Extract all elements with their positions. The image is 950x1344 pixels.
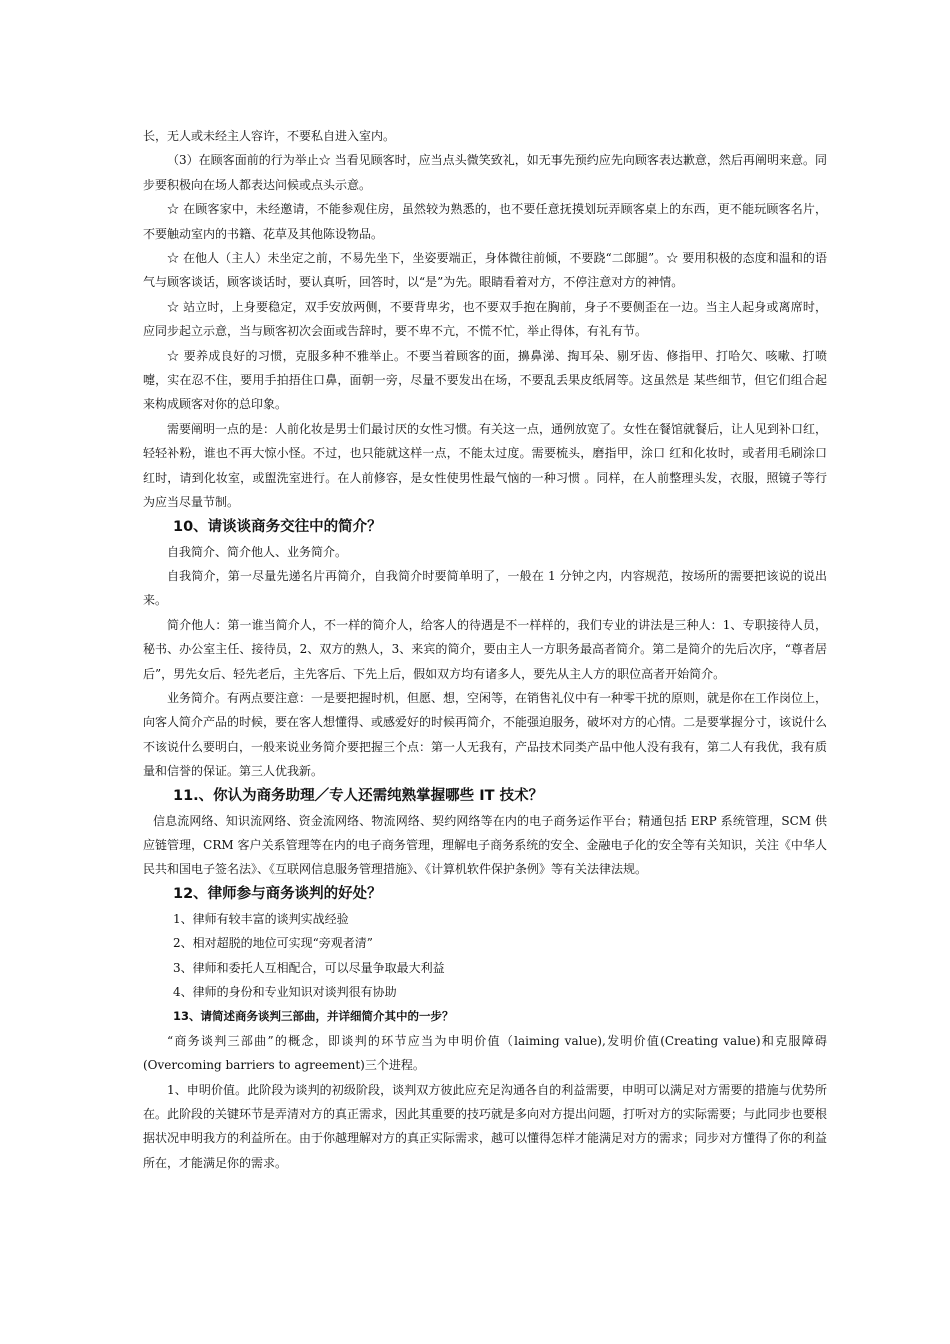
paragraph-good-habits: ☆ 要养成良好的习惯，克服多种不雅举止。不要当着顾客的面，擤鼻涕、掏耳朵、剔牙齿、修指甲、打哈欠、咳嗽、打喷嚏，实在忍不住，要用手拍捂住口鼻，面朝一旁，尽量不要发出在场，不要乱丢果皮纸屑等。这虽然是 某些细节，但它们组合起来构成顾客对你的总印象。 xyxy=(143,348,827,412)
list-item: 1、律师有较丰富的谈判实战经验 xyxy=(173,911,349,926)
paragraph-makeup: 需要阐明一点的是：人前化妆是男士们最讨厌的女性习惯。有关这一点，通例放宽了。女性在餐馆就餐后，让人见到补口红，轻轻补粉，谁也不再大惊小怪。不过，也只能就这样一点，不能太过度。需要梳头，磨指甲，涂口 红和化妆时，或者用毛刷涂口红时，请到化妆室，或盥洗室进行。在人前修容，是女性使男性最气恼的一种习惯 。同样，在人前整理头发，衣服，照镜子等行为应当尽量节制。 xyxy=(143,421,828,510)
paragraph-customer-home: ☆ 在顾客家中，未经邀请，不能参观住房，虽然较为熟悉的，也不要任意抚摸划玩弄顾客桌上的东西，更不能玩顾客名片，不要触动室内的书籍、花草及其他陈设物品。 xyxy=(143,202,827,241)
paragraph-behavior-before-customer: （3）在顾客面前的行为举止☆ 当看见顾客时，应当点头微笑致礼，如无事先预约应先向顾客表达歉意，然后再阐明来意。同步要积极向在场人都表达问候或点头示意。 xyxy=(143,153,827,192)
list-item: 2、相对超脱的地位可实现“旁观者清” xyxy=(173,936,373,951)
paragraph-self-intro: 自我简介，第一尽量先递名片再简介，自我简介时要简单明了，一般在 1 分钟之内，内容规范，按场所的需要把该说的说出来。 xyxy=(143,568,827,608)
paragraph-it-skills: 信息流网络、知识流网络、资金流网络、物流网络、契约网络等在内的电子商务运作平台；精通包括 ERP 系统管理，SCM 供应链管理，CRM 客户关系管理等在内的电子商务管理，理解电子商务系统的安全、金融电子化的安全等有关知识，关注《中华人民共和国电子签名法》、《互联网信息服务管理措施》、《计算机软件保护条例》等有关法律法规。 xyxy=(143,813,827,877)
paragraph-intro-others: 简介他人：第一谁当简介人，不一样的简介人，给客人的待遇是不一样样的，我们专业的讲法是三种人：1、专职接待人员，秘书、办公室主任、接待员，2、双方的熟人，3、来宾的简介，要由主人一方职务最高者简介。第二是简介的先后次序，“尊者居后”，男先女后、轻先老后，主先客后、下先上后，假如双方均有诸多人，要先从主人方的职位高者开始简介。 xyxy=(143,617,827,681)
paragraph-claim-value: 1、申明价值。此阶段为谈判的初级阶段，谈判双方彼此应充足沟通各自的利益需要，申明可以满足对方需要的措施与优势所在。此阶段的关键环节是弄清对方的真正需求，因此其重要的技巧就是多向对方提出问题，打听对方的实际需要；与此同步也要根据状况申明我方的利益所在。由于你越理解对方的真正实际需求，越可以懂得怎样才能满足对方的需求；同步对方懂得了你的利益所在，才能满足你的需求。 xyxy=(143,1082,828,1170)
list-item: 3、律师和委托人互相配合，可以尽量争取最大利益 xyxy=(173,960,445,975)
paragraph-visit-rules-end: 长，无人或未经主人容许，不要私自进入室内。 xyxy=(143,129,396,143)
heading-question-13: 13、请简述商务谈判三部曲，并详细简介其中的一步？ xyxy=(173,1009,454,1024)
heading-question-10: 10、请谈谈商务交往中的简介？ xyxy=(173,518,382,535)
paragraph-sitting-posture: ☆ 在他人（主人）未坐定之前，不易先坐下，坐姿要端正，身体微往前倾，不要跷“二郎腿”。☆ 要用积极的态度和温和的语气与顾客谈话，顾客谈话时，要认真听，回答时，以“是”为先。眼睛看着对方，不停注意对方的神情。 xyxy=(143,251,827,290)
paragraph-intro-types: 自我简介、简介他人、业务简介。 xyxy=(167,544,348,559)
list-item: 4、律师的身份和专业知识对谈判很有协助 xyxy=(173,985,397,999)
document-page xyxy=(143,124,827,1175)
heading-question-12: 12、律师参与商务谈判的好处？ xyxy=(173,885,382,902)
heading-question-11: 11.、你认为商务助理／专人还需纯熟掌握哪些 IT 技术？ xyxy=(173,787,544,804)
paragraph-three-steps: “商务谈判三部曲”的概念，即谈判的环节应当为申明价值（laiming value),发明价值(Creating value)和克服障碍(Overcoming barriers to agreement)三个进程。 xyxy=(143,1033,827,1073)
paragraph-standing: ☆ 站立时，上身要稳定，双手安放两侧，不要背卑劣，也不要双手抱在胸前，身子不要侧歪在一边。当主人起身或离席时，应同步起立示意，当与顾客初次会面或告辞时，要不卑不亢，不慌不忙，举止得体，有礼有节。 xyxy=(143,299,827,339)
paragraph-business-intro: 业务简介。有两点要注意：一是要把握时机，但愿、想，空闲等，在销售礼仪中有一种零干扰的原则，就是你在工作岗位上，向客人简介产品的时候，要在客人想懂得、或感爱好的时候再简介，不能强迫服务，破坏对方的心情。二是要掌握分寸，该说什么不该说什么要明白，一般来说业务简介要把握三个点：第一人无我有，产品技术同类产品中他人没有我有，第二人有我优，我有质量和信誉的保证。第三人优我新。 xyxy=(143,690,828,779)
